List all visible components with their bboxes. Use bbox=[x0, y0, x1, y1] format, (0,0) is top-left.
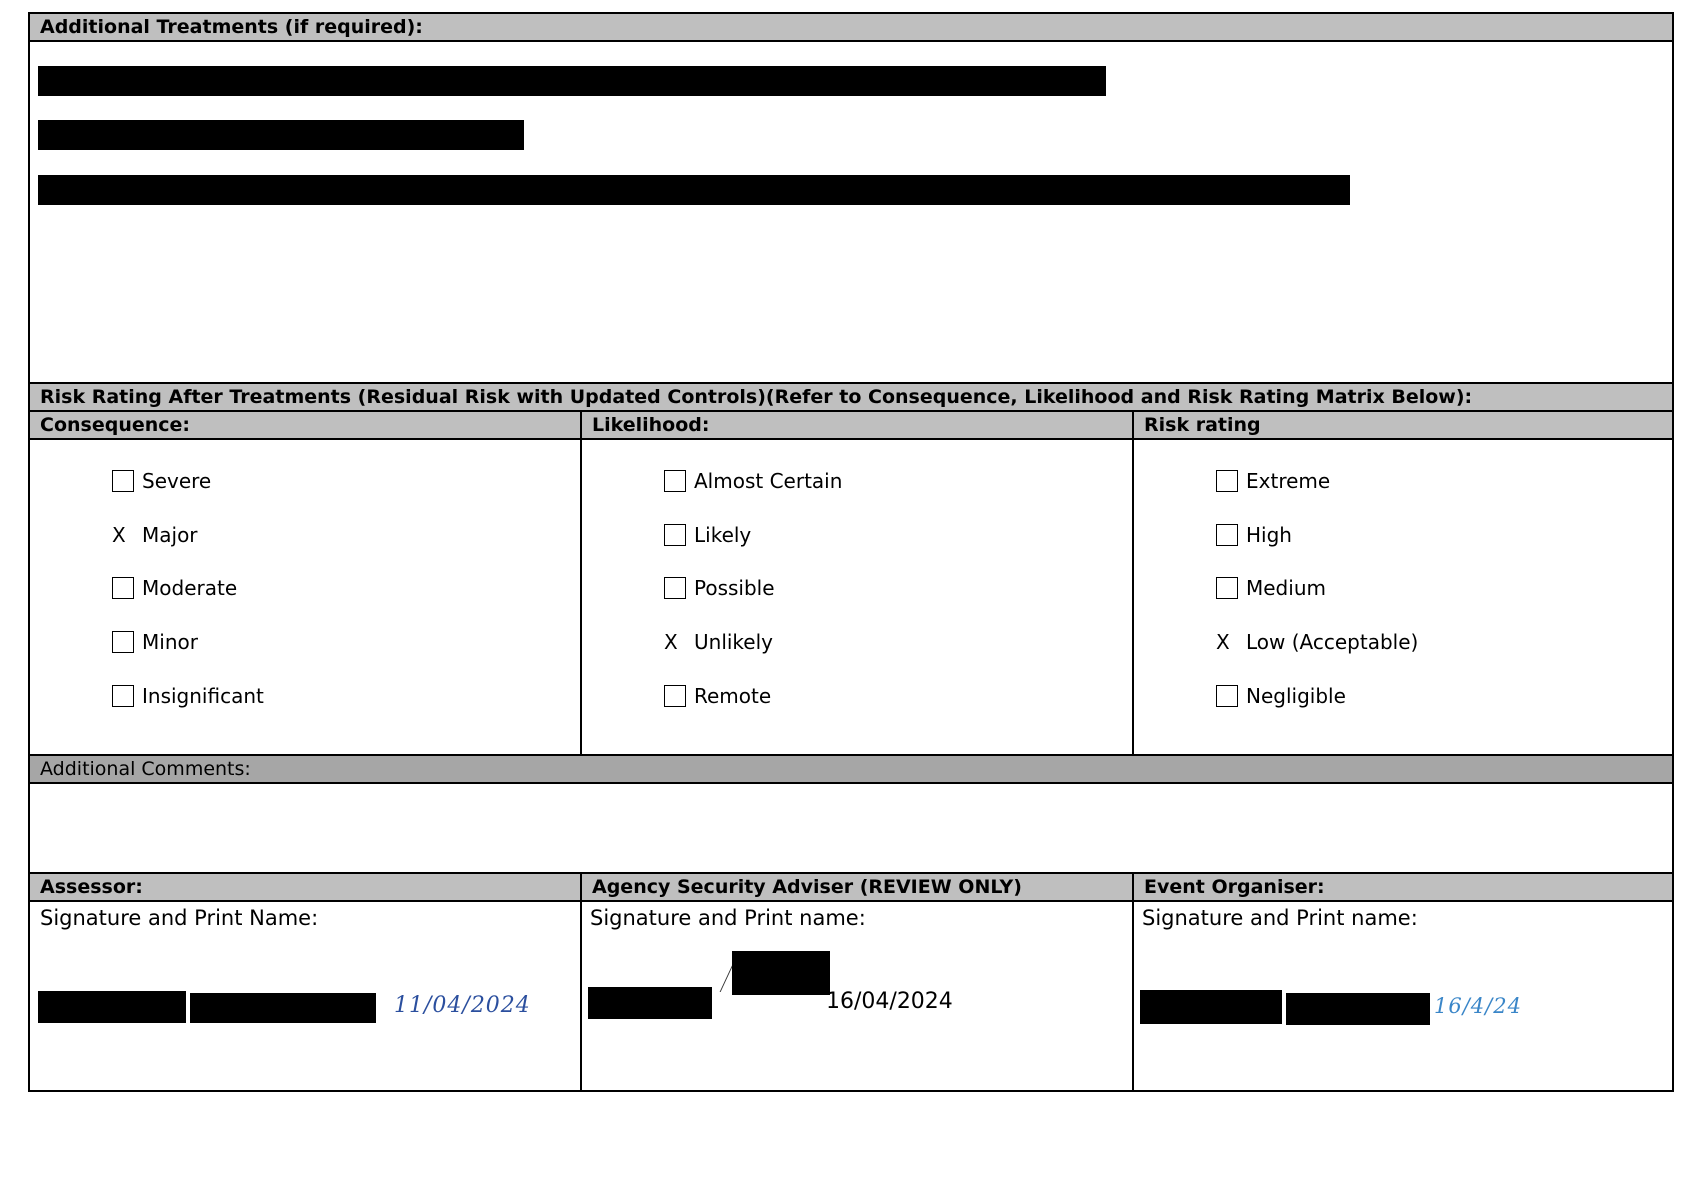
checkbox[interactable] bbox=[1216, 470, 1238, 492]
redacted-print-name bbox=[1286, 993, 1430, 1025]
assessor-date: 11/04/2024 bbox=[394, 993, 531, 1018]
option-minor[interactable]: Minor bbox=[112, 629, 198, 655]
checkbox[interactable] bbox=[112, 577, 134, 599]
checkbox[interactable] bbox=[664, 470, 686, 492]
assessor-signature-label: Signature and Print Name: bbox=[40, 906, 319, 930]
column-divider bbox=[1132, 412, 1134, 756]
option-severe[interactable]: Severe bbox=[112, 468, 211, 494]
adviser-header: Agency Security Adviser (REVIEW ONLY) bbox=[592, 876, 1022, 898]
checkbox[interactable] bbox=[664, 524, 686, 546]
additional-treatments-header: Additional Treatments (if required): bbox=[30, 14, 1672, 42]
checkbox[interactable] bbox=[1216, 524, 1238, 546]
column-divider bbox=[580, 874, 582, 1090]
redacted-text-line bbox=[38, 66, 1106, 96]
column-divider bbox=[580, 412, 582, 756]
option-major[interactable]: X Major bbox=[112, 523, 198, 547]
redacted-text-line bbox=[38, 120, 524, 150]
checkbox[interactable] bbox=[112, 685, 134, 707]
risk-rating-header: Risk Rating After Treatments (Residual Risk with Updated Controls)(Refer to Consequence, Likelihood and Risk Rating Matrix Below): bbox=[30, 384, 1672, 412]
checked-mark[interactable]: X bbox=[1216, 630, 1230, 654]
additional-comments-header: Additional Comments: bbox=[30, 756, 1672, 784]
redacted-signature bbox=[38, 991, 186, 1023]
organiser-header: Event Organiser: bbox=[1144, 876, 1325, 898]
checkbox[interactable] bbox=[1216, 577, 1238, 599]
redacted-print-name bbox=[588, 987, 712, 1019]
consequence-label: Consequence: bbox=[40, 414, 191, 436]
option-likely[interactable]: Likely bbox=[664, 522, 751, 548]
adviser-date: 16/04/2024 bbox=[826, 989, 953, 1014]
organiser-signature-label: Signature and Print name: bbox=[1142, 906, 1418, 930]
checkbox[interactable] bbox=[664, 685, 686, 707]
checkbox[interactable] bbox=[664, 577, 686, 599]
option-negligible[interactable]: Negligible bbox=[1216, 683, 1346, 709]
adviser-signature-label: Signature and Print name: bbox=[590, 906, 866, 930]
option-extreme[interactable]: Extreme bbox=[1216, 468, 1330, 494]
option-medium[interactable]: Medium bbox=[1216, 575, 1326, 601]
redacted-print-name bbox=[190, 993, 376, 1023]
column-divider bbox=[1132, 874, 1134, 1090]
option-moderate[interactable]: Moderate bbox=[112, 575, 237, 601]
option-unlikely[interactable]: X Unlikely bbox=[664, 630, 773, 654]
redacted-text-line bbox=[38, 175, 1350, 205]
option-high[interactable]: High bbox=[1216, 522, 1292, 548]
risk-columns-header bbox=[30, 412, 1672, 440]
option-remote[interactable]: Remote bbox=[664, 683, 771, 709]
likelihood-label: Likelihood: bbox=[592, 414, 710, 436]
assessor-header: Assessor: bbox=[40, 876, 143, 898]
checked-mark[interactable]: X bbox=[112, 523, 126, 547]
risk-rating-label: Risk rating bbox=[1144, 414, 1261, 436]
risk-form bbox=[28, 12, 1674, 1092]
option-low-acceptable[interactable]: X Low (Acceptable) bbox=[1216, 630, 1419, 654]
checkbox[interactable] bbox=[112, 631, 134, 653]
redacted-signature bbox=[1140, 990, 1282, 1024]
redacted-signature bbox=[732, 951, 830, 995]
checkbox[interactable] bbox=[1216, 685, 1238, 707]
checkbox[interactable] bbox=[112, 470, 134, 492]
organiser-date: 16/4/24 bbox=[1434, 994, 1522, 1018]
checked-mark[interactable]: X bbox=[664, 630, 678, 654]
option-almost-certain[interactable]: Almost Certain bbox=[664, 468, 842, 494]
option-insignificant[interactable]: Insignificant bbox=[112, 683, 264, 709]
option-possible[interactable]: Possible bbox=[664, 575, 775, 601]
